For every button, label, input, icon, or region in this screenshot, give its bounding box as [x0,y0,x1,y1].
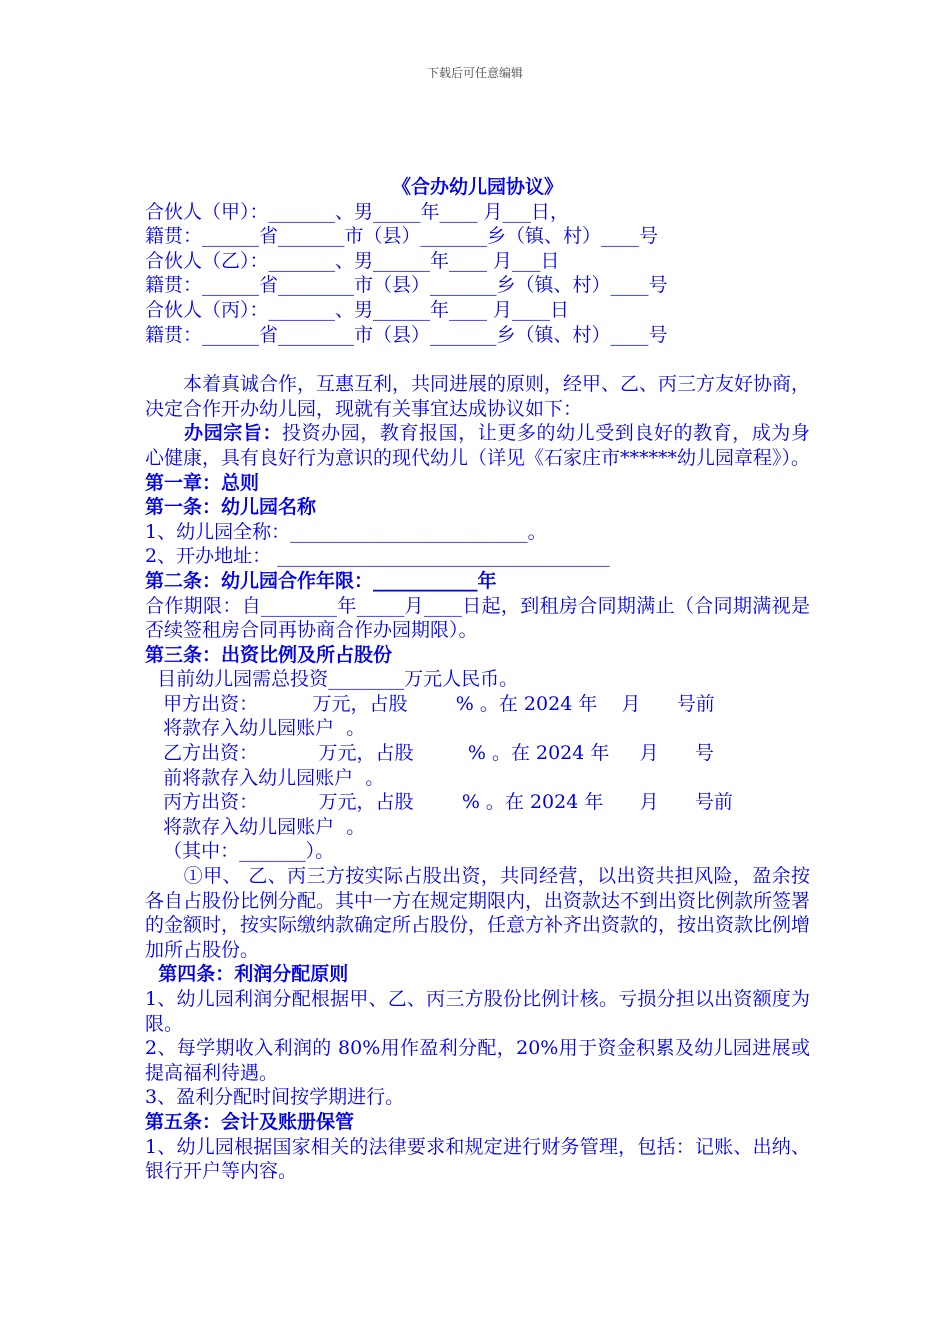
header-note: 下载后可任意编辑 [426,66,523,80]
article-3-note: （其中：_______）。 [145,840,335,863]
purpose-label: 办园宗旨： [184,422,283,445]
article-4-heading: 第四条：利润分配原则 [145,963,349,986]
article-3-total: 目前幼儿园需总投资________万元人民币。 [145,668,519,691]
article-5-item: 1、幼儿园根据国家相关的法律要求和规定进行财务管理，包括：记账、出纳、银行开户等内容。 [145,1135,810,1183]
agreement-document [145,175,810,1184]
article-3-line: 乙方出资： 万元，占股 % 。在 2024 年 月 号 [145,742,714,765]
article-2-heading: 第二条：幼儿园合作年限：___________年 [145,569,497,592]
article-1-heading: 第一条：幼儿园名称 [145,496,317,519]
article-5-heading: 第五条：会计及账册保管 [145,1110,355,1133]
intro-paragraph: 本着真诚合作，互惠互利，共同进展的原则，经甲、乙、丙三方友好协商，决定合作开办幼儿园，现就有关事宜达成协议如下： [145,373,811,420]
article-2-text: 合作期限：自________年_____月____日起，到租房合同期满止（合同期满视是否续签租房合同再协商合作办园期限）。 [145,594,810,642]
article-4-item: 1、幼儿园利润分配根据甲、乙、丙三方股份比例计核。亏损分担以出资额度为限。 [145,988,810,1035]
article-3-line: 丙方出资： 万元，占股 % 。在 2024 年 月 号前 [145,791,733,814]
article-4-item: 2、每学期收入利润的 80%用作盈利分配，20%用于资金积累及幼儿园进展或提高福利待遇。 [145,1037,810,1084]
document-title: 《合办幼儿园协议》 [391,176,563,198]
party-b-line: 合伙人（乙）：_______、男______年____ 月___日 [145,249,560,272]
party-a-line: 合伙人（甲）：_______、男_____年____ 月___日， [145,200,570,223]
party-c-line: 合伙人（丙）：_______、男______年____ 月____日 [145,298,570,321]
purpose-paragraph [145,421,810,470]
party-a-origin-line: 籍贯：______省_______市（县）_______乡（镇、村）____号 [145,225,659,248]
party-c-origin-line: 籍贯：______省________市（县）_______乡（镇、村）____号 [145,323,668,346]
article-3-line: 将款存入幼儿园账户 。 [145,717,366,740]
spacer [145,347,810,372]
article-3-line: 前将款存入幼儿园账户 。 [145,766,385,789]
article-3-line: 甲方出资： 万元，占股 % 。在 2024 年 月 号前 [145,692,715,715]
article-3-paragraph: ①甲、 乙、丙三方按实际占股出资，共同经营，以出资共担风险，盈余按各自占股份比例分配。其中一方在规定期限内，出资款达不到出资比例款所签署的金额时，按实际缴纳款确定所占股份，任意方补齐出资款的，按出资款比例增加所占股份。 [145,865,811,961]
article-3-line: 将款存入幼儿园账户 。 [145,815,366,838]
purpose-text: 投资办园，教育报国，让更多的幼儿受到良好的教育，成为身心健康，具有良好行为意识的现代幼儿（详见《石家庄市******幼儿园章程》）。 [145,422,811,469]
article-4-item: 3、盈利分配时间按学期进行。 [145,1086,405,1109]
party-b-origin-line: 籍贯：______省________市（县）_______乡（镇、村）____号 [145,274,668,297]
article-1-item: 1、幼儿园全称：_________________________。 [145,520,547,543]
article-1-item: 2、开办地址： ___________________________________ [145,545,610,568]
article-3-heading: 第三条：出资比例及所占股份 [145,643,393,666]
chapter-heading: 第一章：总则 [145,471,260,494]
